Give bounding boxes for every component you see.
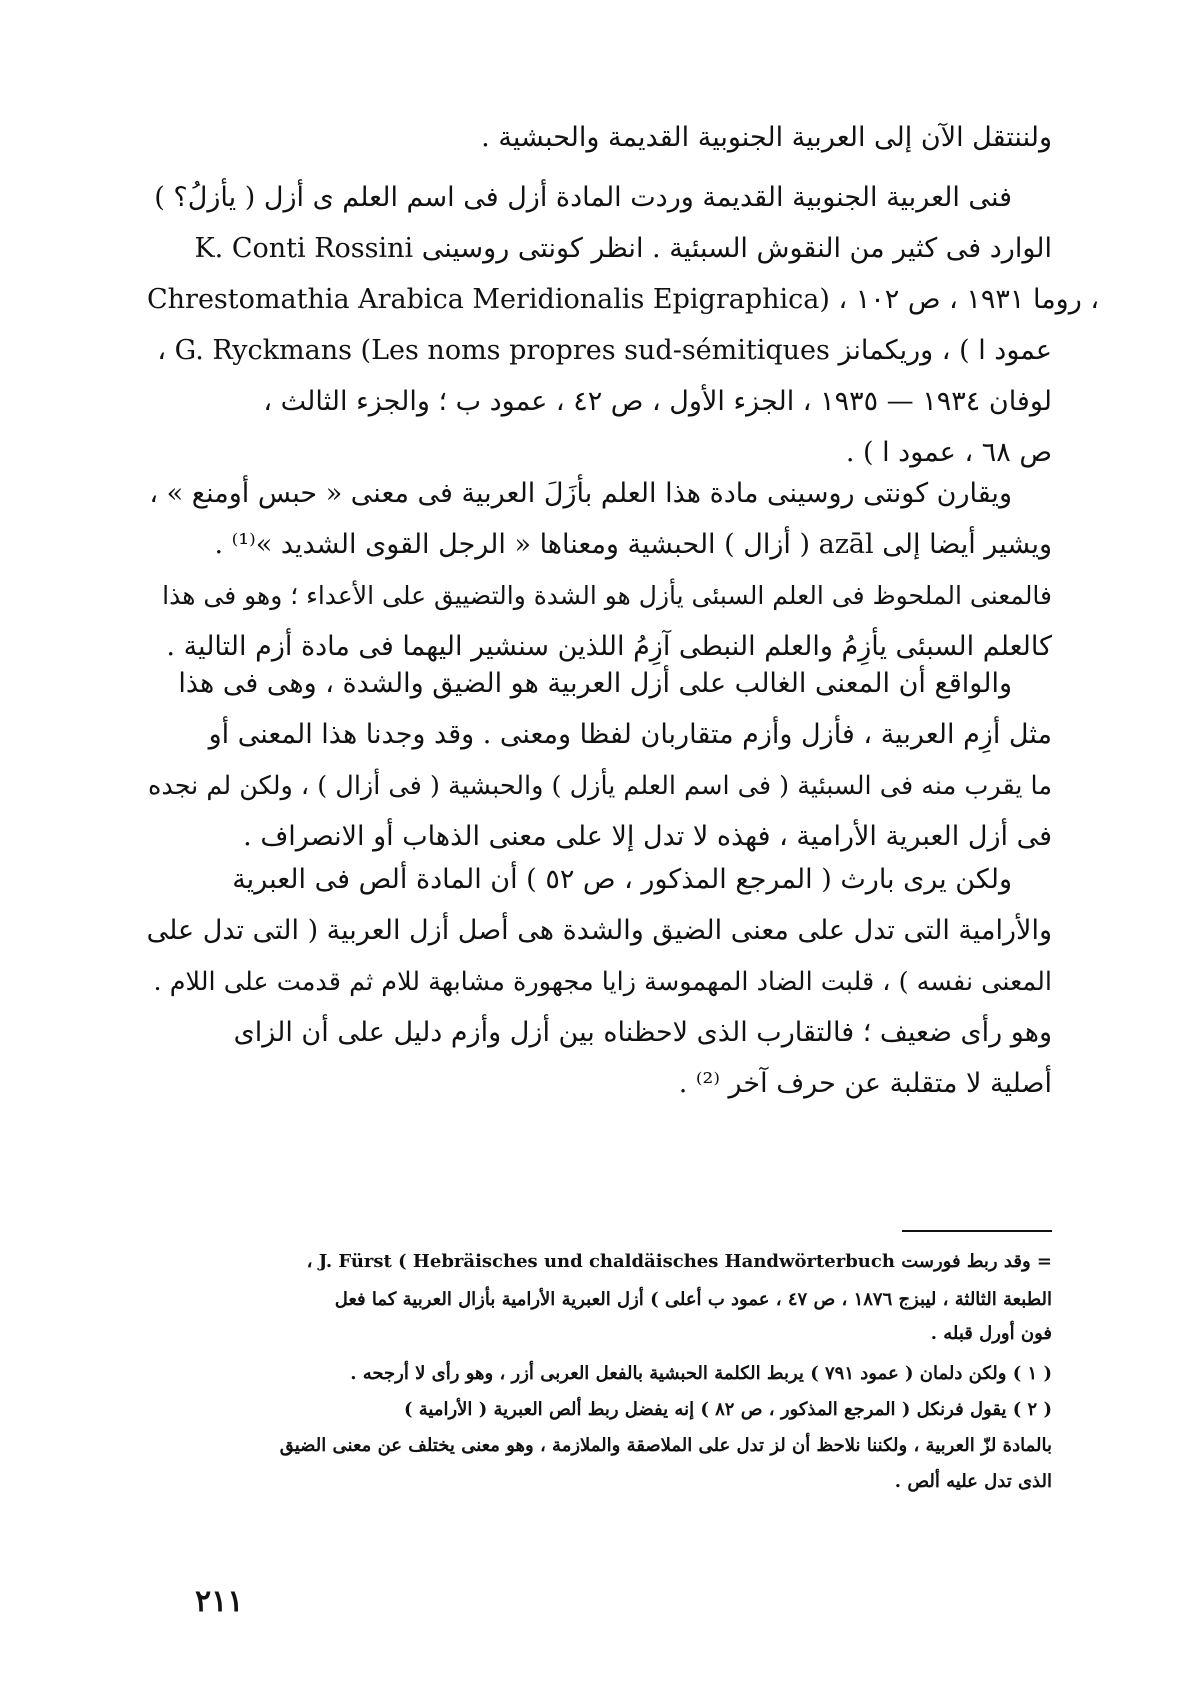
text-line: فنى العربية الجنوبية القديمة وردت المادة أزل فى اسم العلم ى أزل ( يأزلُ؟ ): [154, 182, 1012, 213]
text-line: ويقارن كونتى روسينى مادة هذا العلم بأزَلَ العربية فى معنى « حبس أومنع » ،: [149, 478, 1012, 509]
footnote-line: الطبعة الثالثة ، ليبزج ١٨٧٦ ، ص ٤٧ ، عمود ب أعلى ) أزل العبرية الأرامية بأزال العربية كما فعل: [334, 1289, 1052, 1310]
text-line: فالمعنى الملحوظ فى العلم السبئى يأزل هو الشدة والتضييق على الأعداء ؛ وهو فى هذا: [162, 581, 1052, 610]
text-line: مثل أزِم العربية ، فأزل وأزم متقاربان لفظا ومعنى . وقد وجدنا هذا المعنى أو: [208, 719, 1052, 750]
text-line: ولننتقل الآن إلى العربية الجنوبية القديمة والحبشية .: [481, 122, 1052, 153]
text-line: عمود ا ) ، وريكمانز G. Ryckmans (Les noms propres sud-sémitiques ،: [157, 335, 1052, 366]
text-line: والأرامية التى تدل على معنى الضيق والشدة هى أصل أزل العربية ( التى تدل على: [146, 915, 1052, 946]
page-number: ٢١١: [195, 1584, 244, 1619]
footnote-line: = وقد ربط فورست J. Fürst ( Hebräisches und chaldäisches Handwörterbuch ،: [306, 1251, 1052, 1272]
footnote-line: ( ١ ) ولكن دلمان ( عمود ٧٩١ ) يربط الكلمة الحبشية بالفعل العربى أزر ، وهو رأى لا أرجحه .: [350, 1363, 1052, 1384]
text-line: ولكن يرى بارث ( المرجع المذكور ، ص ٥٢ ) أن المادة ألص فى العبرية: [232, 864, 1012, 895]
text-line: المعنى نفسه ) ، قلبت الضاد المهموسة زايا مجهورة مشابهة للام ثم قدمت على اللام .: [153, 967, 1052, 997]
footnote-line: الذى تدل عليه ألص .: [894, 1471, 1052, 1492]
text-line: ما يقرب منه فى السبئية ( فى اسم العلم يأزل ) والحبشية ( فى أزال ) ، ولكن لم نجده: [147, 771, 1052, 801]
text-line: لوفان ١٩٣٤ — ١٩٣٥ ، الجزء الأول ، ص ٤٢ ، عمود ب ؛ والجزء الثالث ،: [263, 386, 1052, 417]
text-line: كالعلم السبئى يأزِمُ والعلم النبطى آزِمُ اللذين سنشير اليهما فى مادة أزم التالية .: [166, 631, 1052, 662]
footnote-line: فون أورل قبله .: [930, 1323, 1052, 1344]
text-line: الوارد فى كثير من النقوش السبئية . انظر كونتى روسينى K. Conti Rossini: [194, 233, 1052, 264]
footnote-separator: [902, 1230, 1052, 1232]
text-line: وهو رأى ضعيف ؛ فالتقارب الذى لاحظناه بين أزل وأزم دليل على أن الزاى: [233, 1017, 1052, 1048]
text-line: فى أزل العبرية الأرامية ، فهذه لا تدل إلا على معنى الذهاب أو الانصراف .: [243, 821, 1052, 852]
text-line: والواقع أن المعنى الغالب على أزل العربية هو الضيق والشدة ، وهى فى هذا: [178, 668, 1012, 699]
text-line: أصلية لا متقلبة عن حرف آخر ⁽²⁾ .: [678, 1068, 1052, 1099]
text-line: ص ٦٨ ، عمود ا ) .: [845, 437, 1052, 468]
text-line: Chrestomathia Arabica Meridionalis Epigraphica) ، روما ١٩٣١ ، ص ١٠٢ ،: [147, 284, 1100, 315]
footnote-line: بالمادة لزّ العربية ، ولكننا نلاحظ أن لز تدل على الملاصقة والملازمة ، وهو معنى يختلف عن معنى الضيق: [279, 1435, 1052, 1456]
footnote-line: ( ٢ ) يقول فرنكل ( المرجع المذكور ، ص ٨٢ ) إنه يفضل ربط ألص العبرية ( الأرامية ): [403, 1399, 1052, 1420]
text-line: ويشير أيضا إلى azāl ( أزال ) الحبشية ومعناها « الرجل القوى الشديد »⁽¹⁾ .: [214, 529, 1052, 560]
